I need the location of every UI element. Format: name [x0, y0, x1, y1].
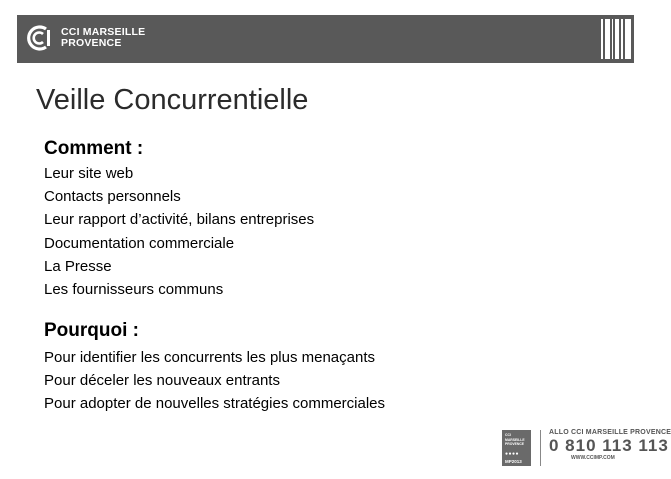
- org-name: [61, 27, 145, 49]
- header-decoration-bars: [601, 19, 631, 59]
- org-name-line1: CCI MARSEILLE: [61, 26, 146, 38]
- list-item: Leur site web: [44, 165, 134, 182]
- list-item: Les fournisseurs communs: [44, 281, 224, 299]
- list-item: La Presse: [44, 257, 112, 275]
- why-heading: Pourquoi :: [44, 320, 139, 341]
- badge-dots: ●●●●: [505, 451, 520, 457]
- list-item: Pour adopter de nouvelles stratégies commerciales: [44, 395, 386, 413]
- badge-line1: CCI: [505, 433, 511, 437]
- org-name-line2: PROVENCE: [61, 37, 122, 49]
- how-heading: Comment :: [44, 138, 144, 159]
- badge-line2: MARSEILLE: [505, 438, 525, 442]
- mp2013-badge: [502, 430, 531, 466]
- list-item: Pour identifier les concurrents les plus menaçants: [44, 349, 375, 366]
- list-item: Pour déceler les nouveaux entrants: [44, 372, 280, 390]
- contact-block: [549, 429, 671, 461]
- contact-title: ALLO CCI MARSEILLE PROVENCE: [549, 429, 671, 436]
- contact-website: WWW.CCIMP.COM: [571, 455, 615, 461]
- list-item: Leur rapport d’activité, bilans entreprises: [44, 211, 315, 229]
- badge-line3: PROVENCE: [505, 442, 525, 446]
- contact-phone: 0 810 113 113: [549, 436, 669, 455]
- badge-year: MP2013: [505, 459, 522, 464]
- list-item: Contacts personnels: [44, 188, 181, 206]
- slide-title: Veille Concurrentielle: [36, 84, 309, 116]
- list-item: Documentation commerciale: [44, 234, 235, 252]
- why-list: [44, 346, 385, 416]
- how-list: [44, 162, 314, 301]
- footer-divider: [540, 430, 541, 466]
- header-bar: [17, 15, 634, 63]
- cci-logo-icon: [24, 23, 54, 53]
